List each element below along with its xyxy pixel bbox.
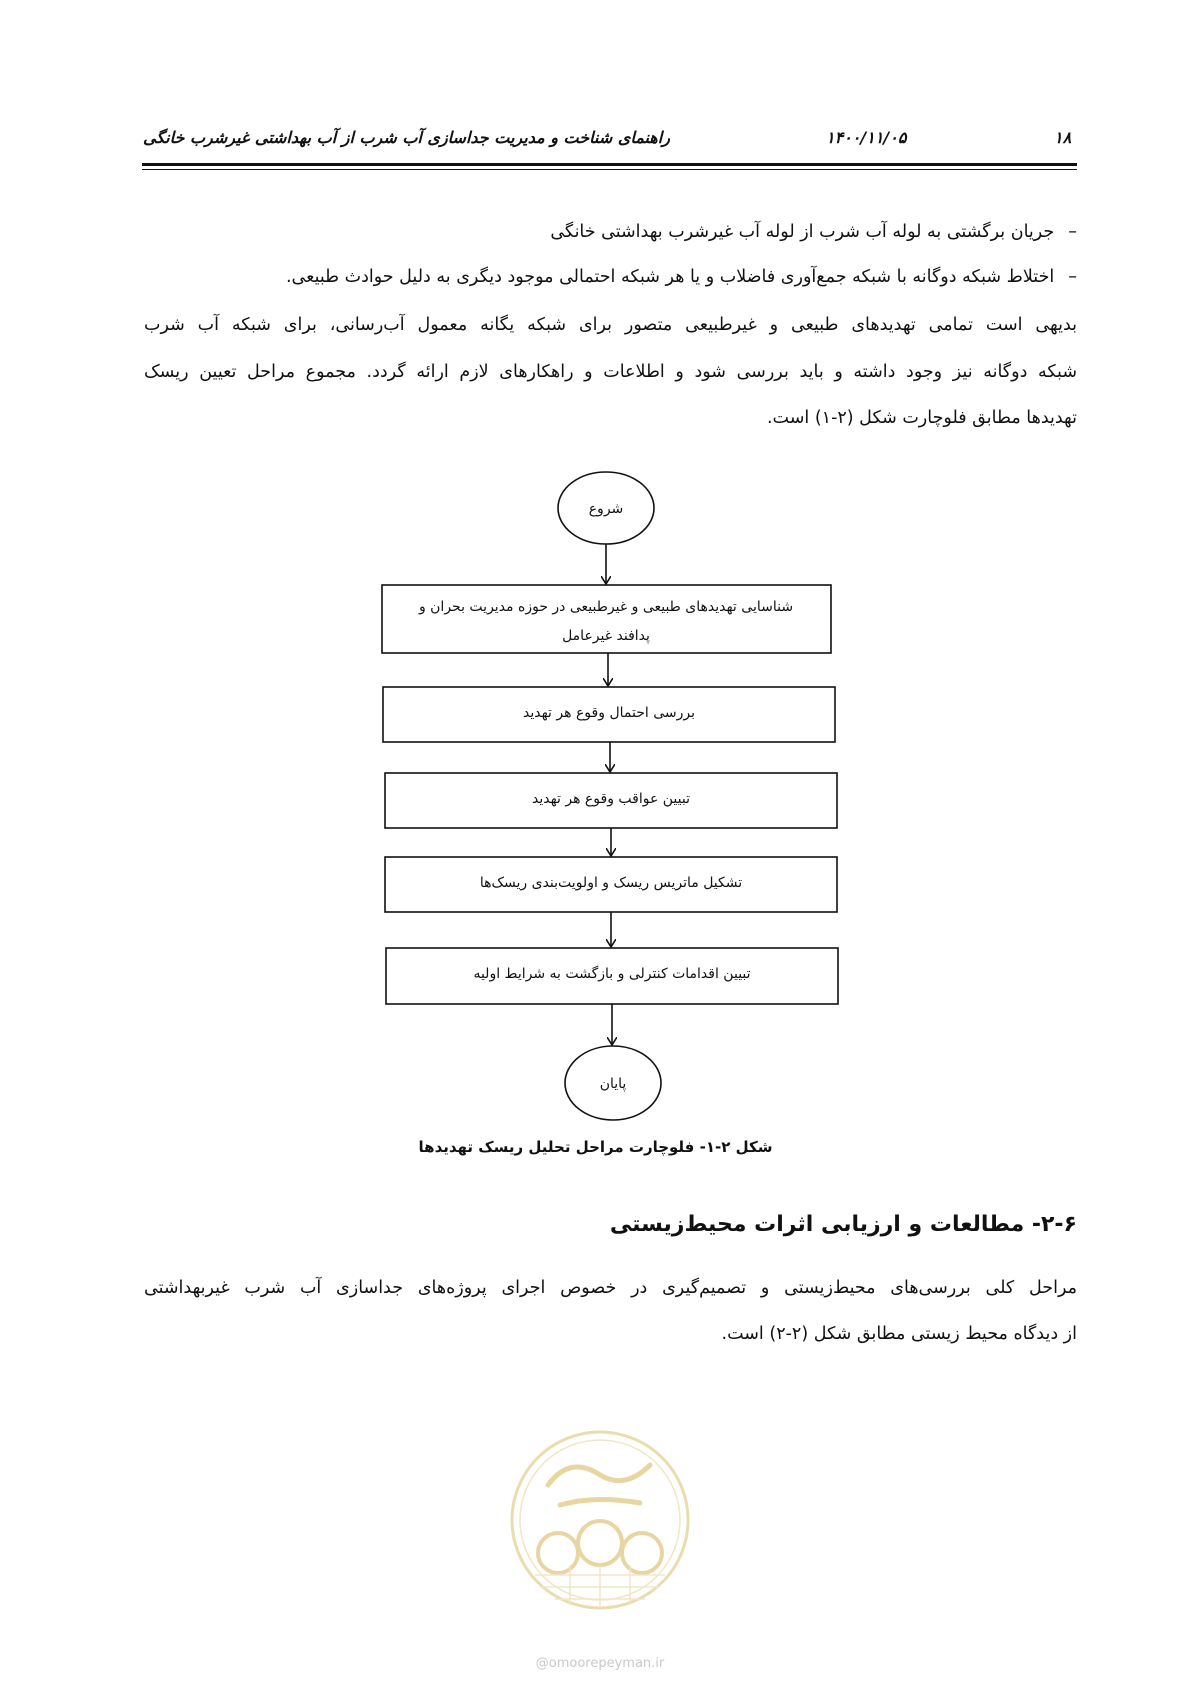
watermark-logo [500, 1425, 700, 1655]
header-title: راهنمای شناخت و مدیریت جداسازی آب شرب از آب بهداشتی غیرشرب خانگی [143, 128, 670, 147]
step-label: تبیین اقدامات کنترلی و بازگشت به شرایط اولیه [473, 966, 751, 982]
paragraph-line: تهدیدها مطابق فلوچارت شکل (۲-۱) است. [766, 408, 1077, 428]
paragraph-line: بدیهی است تمامی تهدیدهای طبیعی و غیرطبیعی متصور برای شبکه یگانه معمول آب‌رسانی، برای شبکه آب شرب [144, 315, 1077, 335]
step-label: پدافند غیرعامل [562, 628, 650, 644]
watermark-url-text: omoorepeyman.ir [548, 1656, 665, 1671]
bullet-dash: – [1068, 267, 1077, 287]
step-label: تشکیل ماتریس ریسک و اولویت‌بندی ریسک‌ها [479, 875, 743, 891]
paragraph-line: مراحل کلی بررسی‌های محیط‌زیستی و تصمیم‌گیری در خصوص اجرای پروژه‌های جداسازی آب شرب غیربهداشتی [144, 1278, 1077, 1298]
paragraph-line: از دیدگاه محیط زیستی مطابق شکل (۲-۲) است. [721, 1324, 1077, 1344]
end-label: پایان [599, 1076, 627, 1092]
step-label: شناسایی تهدیدهای طبیعی و غیرطبیعی در حوزه مدیریت بحران و [418, 599, 794, 615]
watermark-url [500, 1656, 700, 1671]
step-label: تبیین عواقب وقوع هر تهدید [531, 791, 691, 807]
section-heading: ۲-۶- مطالعات و ارزیابی اثرات محیط‌زیستی [609, 1212, 1077, 1237]
figure-caption: شکل ۲-۱- فلوچارت مراحل تحلیل ریسک تهدیدها [418, 1138, 773, 1156]
bullet-text: اختلاط شبکه دوگانه با شبکه جمع‌آوری فاضلاب و یا هر شبکه احتمالی موجود دیگری به دلیل حوادث طبیعی. [285, 267, 1055, 287]
bullet-text: جریان برگشتی به لوله آب شرب از لوله آب غیرشرب بهداشتی خانگی [550, 222, 1055, 242]
bullet-dash: – [1068, 222, 1077, 242]
start-label: شروع [588, 501, 624, 517]
paragraph-line: شبکه دوگانه نیز وجود داشته و باید بررسی شود و اطلاعات و راهکارهای لازم ارائه گردد. مجموع مراحل تعیین ریسک [144, 362, 1077, 382]
header-date: ۱۴۰۰/۱۱/۰۵ [826, 128, 907, 147]
page-number: ۱۸ [1054, 128, 1072, 147]
step-label: بررسی احتمال وقوع هر تهدید [523, 705, 695, 721]
at-icon: @ [535, 1656, 549, 1671]
